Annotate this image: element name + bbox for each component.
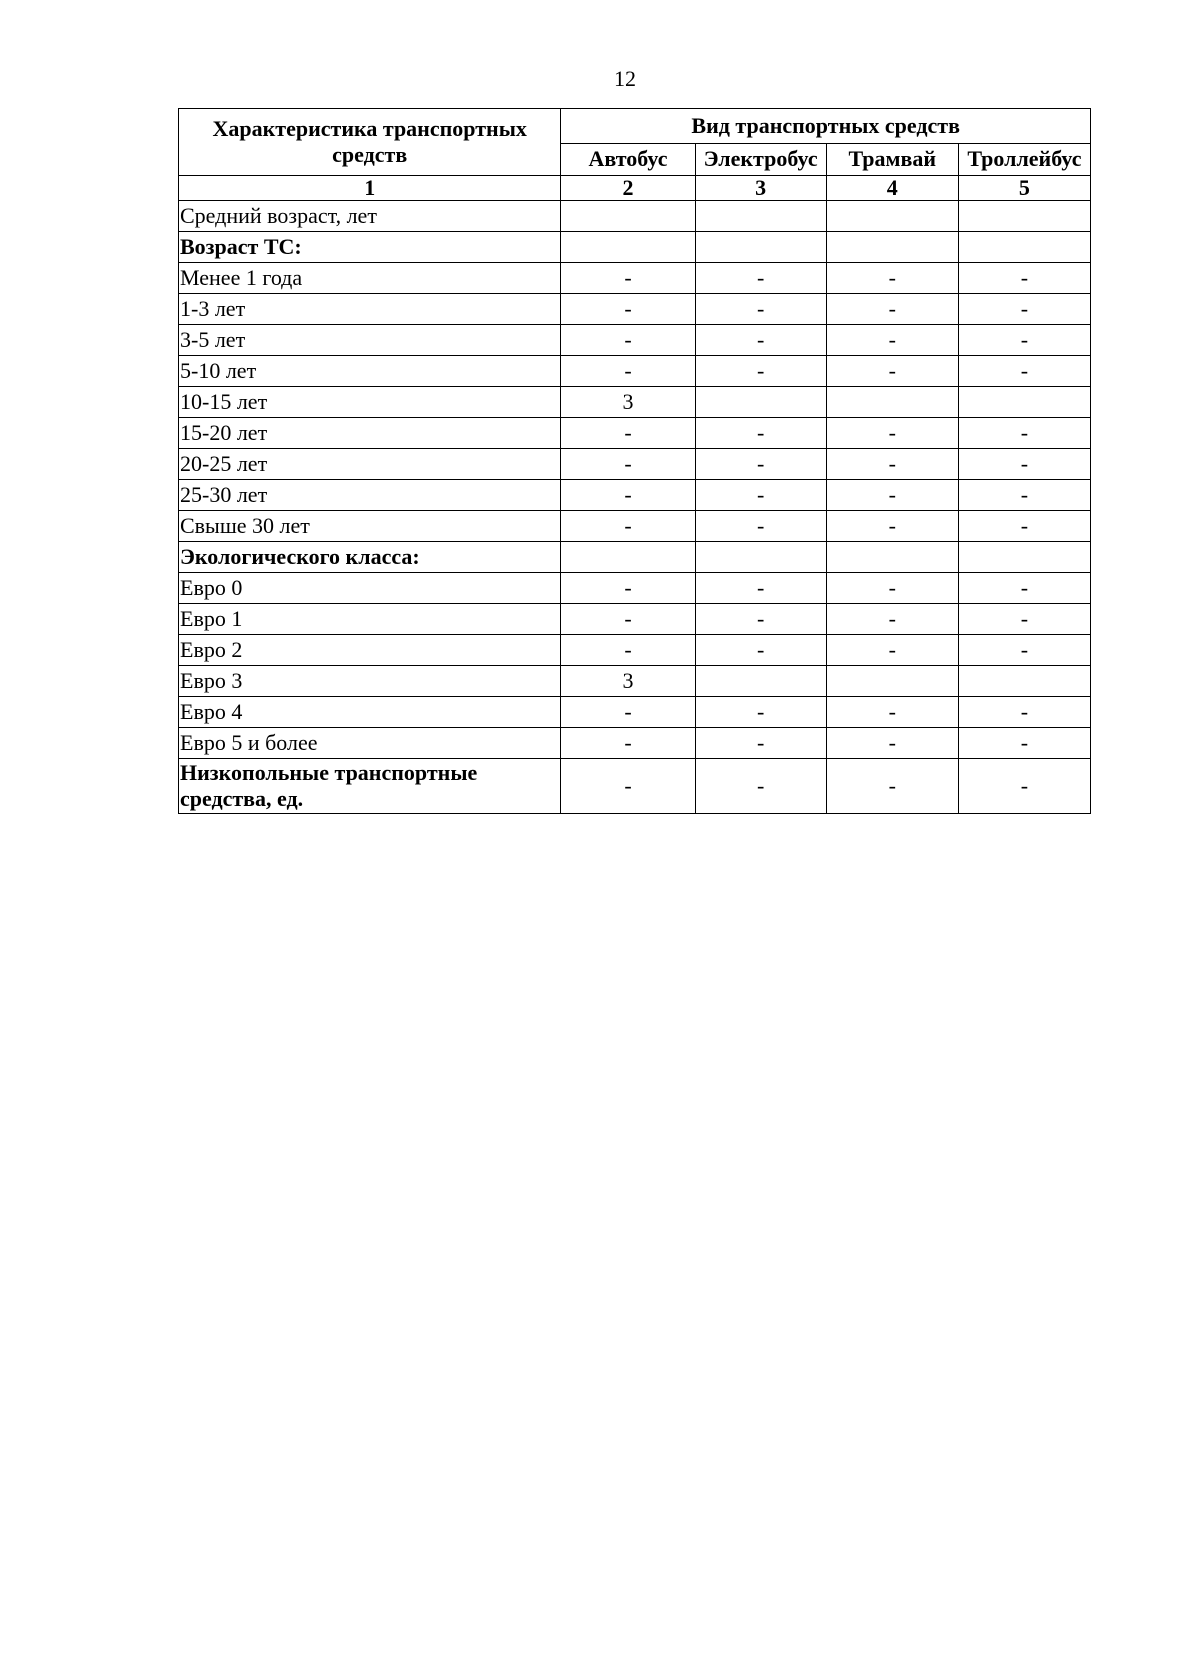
table-row: [179, 728, 1091, 759]
row-value: -: [826, 635, 958, 666]
row-value: -: [695, 480, 826, 511]
row-value: -: [958, 759, 1090, 814]
row-value: [826, 232, 958, 263]
table-row: [179, 201, 1091, 232]
column-header-tram: Трамвай: [826, 143, 958, 175]
column-header-trolleybus: Троллейбус: [958, 143, 1090, 175]
row-label: Средний возраст, лет: [179, 201, 561, 232]
row-value: [561, 232, 695, 263]
column-header-electrobus: Электробус: [695, 143, 826, 175]
transport-characteristics-table: [178, 108, 1091, 814]
row-value: [826, 542, 958, 573]
row-value: -: [958, 294, 1090, 325]
row-value: -: [695, 728, 826, 759]
header-characteristic: Характеристика транспортных средств: [179, 109, 561, 176]
table-body: [179, 201, 1091, 814]
table-row: [179, 635, 1091, 666]
row-value: -: [695, 697, 826, 728]
row-label: Евро 1: [179, 604, 561, 635]
row-value: -: [561, 635, 695, 666]
row-value: -: [561, 511, 695, 542]
row-value: -: [958, 263, 1090, 294]
row-value: [958, 387, 1090, 418]
table-row: [179, 542, 1091, 573]
row-value: -: [695, 573, 826, 604]
row-label: 20-25 лет: [179, 449, 561, 480]
row-value: -: [826, 604, 958, 635]
row-label: 15-20 лет: [179, 418, 561, 449]
row-value: -: [561, 294, 695, 325]
row-value: -: [561, 573, 695, 604]
row-value: -: [695, 356, 826, 387]
row-value: [958, 201, 1090, 232]
row-value: -: [695, 418, 826, 449]
row-value: -: [958, 728, 1090, 759]
row-label: Менее 1 года: [179, 263, 561, 294]
row-value: -: [695, 325, 826, 356]
row-value: [695, 201, 826, 232]
row-value: -: [695, 759, 826, 814]
table-row: [179, 759, 1091, 814]
row-value: -: [561, 356, 695, 387]
row-value: -: [958, 604, 1090, 635]
row-value: -: [826, 418, 958, 449]
table-row: [179, 263, 1091, 294]
row-value: -: [826, 573, 958, 604]
row-label: 25-30 лет: [179, 480, 561, 511]
row-value: [826, 387, 958, 418]
row-label: 5-10 лет: [179, 356, 561, 387]
row-label: 1-3 лет: [179, 294, 561, 325]
row-label: Низкопольные транспортные средства, ед.: [179, 759, 561, 814]
row-value: -: [695, 635, 826, 666]
row-value: -: [561, 263, 695, 294]
row-value: 3: [561, 387, 695, 418]
row-value: -: [695, 449, 826, 480]
table-row: [179, 418, 1091, 449]
row-value: -: [826, 356, 958, 387]
column-number: 2: [561, 176, 695, 201]
table-row: [179, 232, 1091, 263]
column-number: 5: [958, 176, 1090, 201]
row-value: [826, 201, 958, 232]
row-value: -: [561, 418, 695, 449]
table-row: [179, 480, 1091, 511]
row-value: [561, 201, 695, 232]
column-number: 4: [826, 176, 958, 201]
row-value: -: [561, 449, 695, 480]
row-value: -: [958, 325, 1090, 356]
row-value: -: [826, 263, 958, 294]
row-value: [695, 542, 826, 573]
row-value: [695, 387, 826, 418]
table-row: [179, 449, 1091, 480]
row-label: Евро 3: [179, 666, 561, 697]
row-value: -: [561, 604, 695, 635]
table-row: [179, 387, 1091, 418]
row-value: -: [561, 697, 695, 728]
row-value: -: [826, 325, 958, 356]
row-value: -: [695, 263, 826, 294]
row-value: -: [826, 480, 958, 511]
table-row: [179, 325, 1091, 356]
header-vehicle-type: Вид транспортных средств: [561, 109, 1091, 144]
table-row: [179, 604, 1091, 635]
table-row: [179, 573, 1091, 604]
table-row: [179, 511, 1091, 542]
row-label: Свыше 30 лет: [179, 511, 561, 542]
row-value: -: [958, 480, 1090, 511]
row-value: [958, 232, 1090, 263]
row-label: Евро 4: [179, 697, 561, 728]
row-value: -: [826, 759, 958, 814]
column-header-bus: Автобус: [561, 143, 695, 175]
row-value: -: [695, 294, 826, 325]
column-number: 1: [179, 176, 561, 201]
row-value: 3: [561, 666, 695, 697]
row-value: [561, 542, 695, 573]
row-value: [958, 542, 1090, 573]
row-label: Евро 5 и более: [179, 728, 561, 759]
table-row: [179, 697, 1091, 728]
row-value: -: [826, 728, 958, 759]
row-value: [695, 232, 826, 263]
row-value: -: [561, 480, 695, 511]
row-value: -: [695, 604, 826, 635]
row-value: -: [958, 356, 1090, 387]
row-value: -: [958, 573, 1090, 604]
row-value: -: [826, 449, 958, 480]
row-value: -: [958, 511, 1090, 542]
row-value: -: [826, 697, 958, 728]
row-value: -: [561, 325, 695, 356]
row-value: -: [826, 294, 958, 325]
row-value: -: [958, 697, 1090, 728]
page-number: 12: [614, 66, 636, 91]
row-value: [958, 666, 1090, 697]
row-value: -: [958, 449, 1090, 480]
row-label: Евро 2: [179, 635, 561, 666]
row-label: 3-5 лет: [179, 325, 561, 356]
row-value: -: [561, 759, 695, 814]
row-value: -: [958, 635, 1090, 666]
row-value: [826, 666, 958, 697]
row-value: -: [958, 418, 1090, 449]
row-value: -: [695, 511, 826, 542]
row-label: Возраст ТС:: [179, 232, 561, 263]
row-label: 10-15 лет: [179, 387, 561, 418]
row-value: [695, 666, 826, 697]
table-row: [179, 666, 1091, 697]
table-row: [179, 356, 1091, 387]
column-number: 3: [695, 176, 826, 201]
row-value: -: [561, 728, 695, 759]
row-label: Экологического класса:: [179, 542, 561, 573]
table-row: [179, 294, 1091, 325]
row-value: -: [826, 511, 958, 542]
row-label: Евро 0: [179, 573, 561, 604]
